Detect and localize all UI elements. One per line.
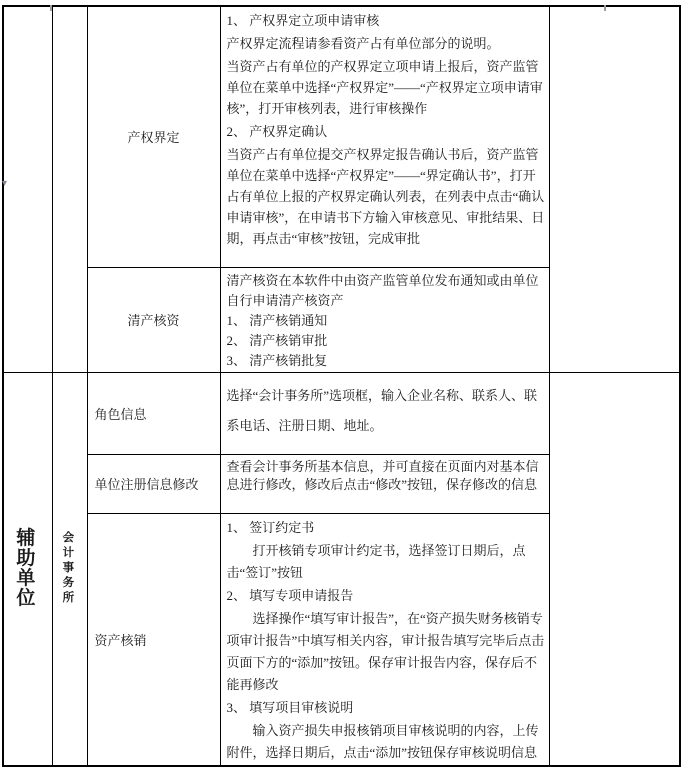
paragraph: 清产核资在本软件中由资产监管单位发布通知或由单位自行申请清产核资产: [226, 272, 539, 308]
cell-label-asset-liquidation-verification: [87, 267, 220, 372]
margin-marker-icon: ▾: [2, 178, 8, 189]
paragraph: 打开核销专项审计约定书，选择签订日期后，点击“签订”按钮: [226, 542, 526, 580]
content-text-block: [221, 268, 549, 370]
cell-content-property-rights-definition: [220, 6, 549, 267]
paragraph: 2、 产权界定确认: [226, 124, 328, 139]
paragraph: 3、 清产核销批复: [226, 352, 328, 368]
cell-unit-top-empty: [3, 6, 52, 372]
paragraph: 2、 填写专项申请报告: [226, 587, 354, 603]
ruler-guide-tick-right: [604, 5, 606, 11]
row-label: 资产核销: [94, 632, 147, 648]
cell-label-asset-writeoff: [87, 513, 220, 766]
paragraph: 1、 清产核销通知: [226, 312, 328, 328]
cell-content-role-info: [220, 372, 549, 454]
content-text-block: [221, 455, 549, 511]
row-label: 角色信息: [94, 406, 147, 422]
ruler-guide-tick-left: [50, 5, 52, 11]
manual-table: [2, 5, 681, 767]
paragraph: 1、 产权界定立项申请审核: [226, 13, 380, 28]
paragraph: 查看会计事务所基本信息，并可直接在页面内对基本信息进行修改，修改后点击“修改”按钮，保存修改的信息: [226, 458, 539, 492]
paragraph: 当资产占有单位提交产权界定报告确认书后，资产监管单位在菜单中选择“产权界定”——“界定确认书”，打开占有单位上报的产权界定确认列表，在列表中点击“确认申请审核”，在申请书下方输入审核意见、审批结果、日期，再点击“审核”按钮，完成审批: [226, 147, 545, 246]
paragraph: 3、 填写项目审核说明: [226, 699, 354, 715]
cell-content-unit-registration-info-edit: [220, 454, 549, 513]
cell-accounting-firm-header: [52, 372, 87, 766]
paragraph: 2、 清产核销审批: [226, 332, 328, 348]
cell-label-role-info: [87, 372, 220, 454]
cell-content-asset-writeoff: [220, 513, 549, 766]
accounting-firm-label: 会计事务所: [62, 532, 75, 605]
paragraph: 当资产占有单位的产权界定立项申请上报后，资产监管单位在菜单中选择“产权界定”——“产权界定立项申请审核”，打开审核列表，进行审核操作: [226, 59, 543, 116]
cell-label-property-rights-definition: [87, 6, 220, 267]
paragraph: 选择操作“填写审计报告”，在“资产损失财务核销专项审计报告”中填写相关内容，审计报告填写完毕后点击页面下方的“添加”按钮。保存审计报告内容，保存后不能再修改: [226, 610, 545, 692]
auxiliary-unit-label: 辅助单位: [16, 527, 36, 609]
cell-auxiliary-unit-header: [3, 372, 52, 766]
row-label: 产权界定: [127, 130, 180, 146]
content-text-block: [221, 514, 549, 764]
content-text-block: [221, 373, 549, 451]
cell-notes-top-empty: [549, 6, 680, 372]
cell-content-asset-liquidation-verification: [220, 267, 549, 372]
cell-role-top-empty: [52, 6, 87, 372]
cell-label-unit-registration-info-edit: [87, 454, 220, 513]
paragraph: 1、 签订约定书: [226, 519, 315, 535]
paragraph: 输入资产损失申报核销项目审核说明的内容，上传附件，选择日期后，点击“添加”按钮保存审核说明信息: [226, 722, 539, 760]
cell-notes-bottom-empty: [549, 372, 680, 766]
row-label: 单位注册信息修改: [94, 477, 199, 492]
paragraph: 选择“会计事务所”选项框，输入企业名称、联系人、联系电话、注册日期、地址。: [226, 387, 538, 433]
content-text-block: [221, 7, 549, 265]
paragraph: 产权界定流程请参看资产占有单位部分的说明。: [226, 36, 500, 51]
row-label: 清产核资: [127, 313, 180, 328]
